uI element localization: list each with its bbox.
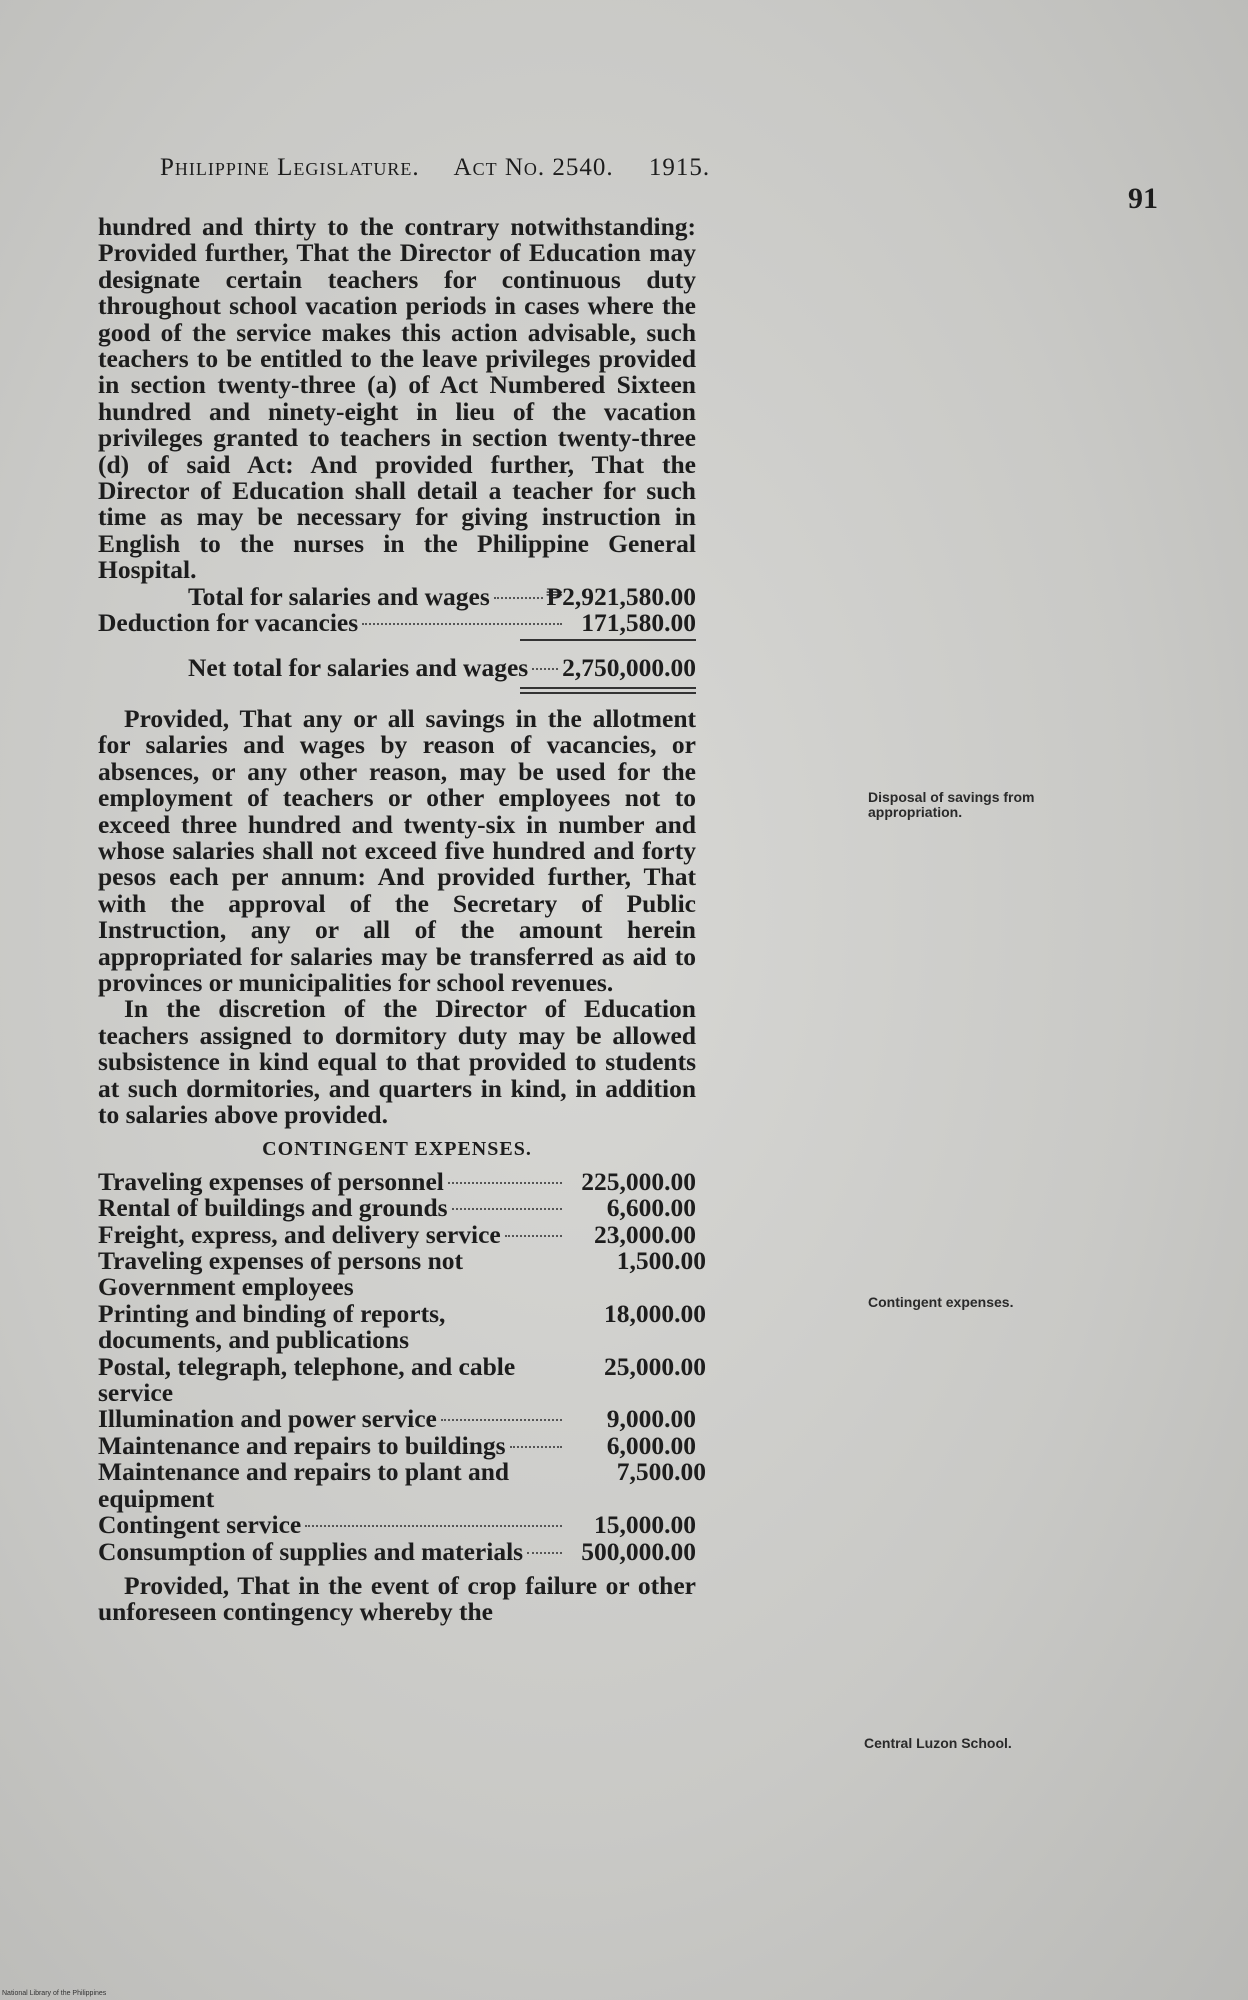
- contingent-expenses-title: CONTINGENT EXPENSES.: [262, 1138, 532, 1161]
- sidenote-savings: Disposal of savings from appropriation.: [868, 789, 1035, 820]
- page-number: 91: [1128, 182, 1158, 215]
- expense-value: 6,000.00: [606, 1430, 696, 1460]
- expense-value: 23,000.00: [594, 1219, 696, 1249]
- expense-label: Contingent service: [98, 1510, 302, 1540]
- expense-label: Postal, telegraph, telephone, and cable service: [98, 1351, 516, 1408]
- expense-row: [98, 1219, 696, 1249]
- header-year: 1915.: [648, 154, 711, 181]
- expense-label: Illumination and power service: [98, 1404, 437, 1434]
- expense-row: [98, 1195, 696, 1221]
- deduction-row: [98, 610, 696, 636]
- expense-row: [98, 1246, 706, 1302]
- expense-value: 500,000.00: [581, 1536, 696, 1566]
- expense-label: Printing and binding of reports, documents, and publications: [98, 1298, 446, 1355]
- expense-label: Maintenance and repairs to plant and equipment: [98, 1457, 510, 1513]
- paragraph-4: Provided, That in the event of crop failure or other unforeseen contingency whereby the: [98, 1570, 696, 1627]
- expense-value: 15,000.00: [594, 1510, 696, 1540]
- expense-value: 1,500.00: [616, 1246, 706, 1276]
- expense-label: Rental of buildings and grounds: [98, 1193, 448, 1223]
- deduction-label: Deduction for vacancies: [98, 608, 359, 638]
- paragraph-1: hundred and thirty to the contrary notwithstanding: Provided further, That the Director of Education may designate certain teachers for continuous duty throughout school vacation periods in cases where the good of the service makes this action advisable, such teachers to be entitled to the leave privileges provided in section twenty-three (a) of Act Numbered Sixteen hundred and ninety-eight in lieu of the vacation privileges granted to teachers in section twenty-three (d) of said Act: And provided further, That the Director of Education shall detail a teacher for such time as may be necessary for giving instruction in English to the nurses in the Philippine General Hospital.: [98, 212, 696, 585]
- paragraph-2: Provided, That any or all savings in the allotment for salaries and wages by reason of vacancies, or absences, or any other reason, may be used for the employment of teachers or other employees not to exceed three hundred and twenty-six in number and whose salaries shall not exceed five hundred and forty pesos each per annum: And provided further, That with the approval of the Secretary of Public Instruction, any or all of the amount herein appropriated for salaries may be transferred as aid to provinces or municipalities for school revenues.: [98, 703, 696, 997]
- expense-row: [98, 1166, 696, 1196]
- rule-3: [520, 692, 696, 694]
- rule-2: [520, 687, 696, 689]
- net-value: 2,750,000.00: [562, 652, 696, 682]
- paragraph-3: In the discretion of the Director of Education teachers assigned to dormitory duty may be allowed subsistence in kind equal to that provided to students at such dormitories, and quarters in kind, in addition to salaries above provided.: [98, 994, 696, 1129]
- expense-label: Traveling expenses of personnel: [98, 1166, 444, 1196]
- expense-value: 9,000.00: [606, 1404, 696, 1434]
- total-row: [98, 581, 696, 611]
- expense-row: [98, 1351, 706, 1408]
- expense-label: Consumption of supplies and materials: [98, 1536, 524, 1566]
- expense-row: [98, 1512, 696, 1538]
- net-total-row: [98, 652, 696, 682]
- expense-value: 25,000.00: [604, 1351, 706, 1381]
- expense-row: [98, 1430, 696, 1460]
- expense-label: Freight, express, and delivery service: [98, 1219, 501, 1249]
- net-label: Net total for salaries and wages: [188, 652, 529, 682]
- header-title: Philippine Legislature.: [160, 154, 420, 181]
- sidenote-contingent: Contingent expenses.: [868, 1294, 1014, 1310]
- expense-row: [98, 1406, 696, 1432]
- deduction-value: 171,580.00: [581, 608, 696, 638]
- expense-label: Traveling expenses of persons not Government employees: [98, 1246, 464, 1302]
- sidenote-luzon: Central Luzon School.: [864, 1735, 1012, 1751]
- expense-value: 6,600.00: [606, 1193, 696, 1223]
- total-label: Total for salaries and wages: [188, 581, 490, 611]
- expense-value: 18,000.00: [604, 1298, 706, 1328]
- expense-row: [98, 1536, 696, 1566]
- total-value: ₱2,921,580.00: [546, 581, 696, 611]
- expense-list: [98, 1166, 706, 1566]
- expense-row: [98, 1457, 706, 1513]
- header-act: Act No. 2540.: [453, 154, 614, 181]
- expense-label: Maintenance and repairs to buildings: [98, 1430, 506, 1460]
- expense-value: 225,000.00: [581, 1166, 696, 1196]
- expense-value: 7,500.00: [616, 1457, 706, 1487]
- footer-credit: National Library of the Philippines: [2, 1990, 107, 1997]
- running-header: [160, 154, 820, 182]
- expense-row: [98, 1298, 706, 1355]
- main-column: [98, 212, 706, 1627]
- rule-1: [520, 639, 696, 641]
